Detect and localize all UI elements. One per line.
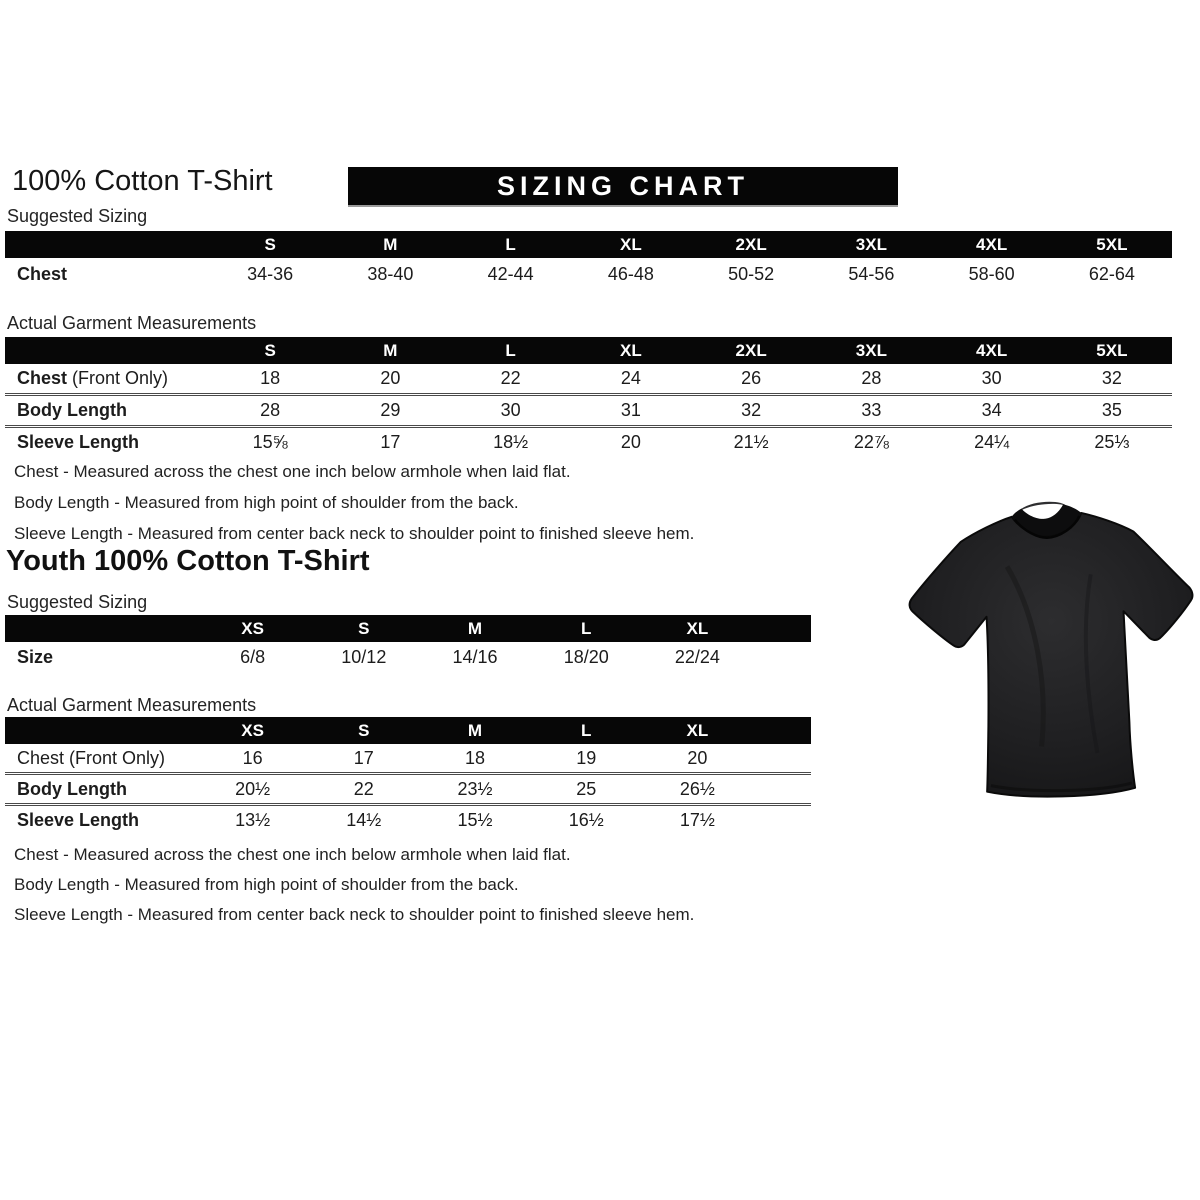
size-column-header: M — [467, 618, 483, 638]
measurement-cell: 24 — [620, 368, 641, 388]
tshirt-image — [898, 486, 1196, 812]
size-column-header: L — [581, 618, 592, 638]
size-column-header: 5XL — [1096, 340, 1128, 360]
size-column-header: 2XL — [735, 340, 767, 360]
measurement-cell: 18 — [464, 747, 486, 768]
size-column-header: XS — [241, 618, 264, 638]
measurement-cell: 20½ — [235, 778, 271, 799]
size-column-header: S — [264, 234, 276, 254]
measurement-cell: 13½ — [235, 809, 271, 830]
size-column-header: XS — [241, 720, 264, 740]
youth-suggested-sizing-label: Suggested Sizing — [7, 592, 148, 612]
row-label: Chest (Front Only) — [17, 747, 166, 768]
sleeve-length-row — [5, 425, 1172, 457]
measurement-cell: 16 — [242, 747, 263, 768]
youth-actual-measurements-label: Actual Garment Measurements — [7, 695, 257, 715]
row-label: Body Length — [17, 400, 127, 420]
adult-measurement-notes — [14, 456, 694, 549]
measurement-cell: 50-52 — [728, 264, 775, 284]
measurement-cell: 28 — [260, 400, 281, 420]
youth-size-row — [5, 642, 811, 673]
size-column-header: L — [505, 340, 516, 360]
chest-range-row — [5, 258, 1172, 291]
size-header-row — [5, 231, 1172, 258]
measurement-cell: 22 — [500, 368, 521, 388]
measurement-cell: 17 — [353, 747, 374, 768]
size-column-header: XL — [686, 618, 709, 638]
row-label: Chest — [17, 368, 68, 388]
size-column-header: 4XL — [976, 234, 1008, 254]
adult-actual-measurements-table — [5, 337, 1172, 457]
measurement-cell: 34-36 — [247, 264, 294, 284]
size-column-header: XL — [620, 234, 642, 254]
measurement-cell: 20 — [620, 432, 641, 452]
size-column-header: XL — [620, 340, 642, 360]
adult-suggested-sizing-label: Suggested Sizing — [7, 206, 148, 226]
size-column-header: S — [358, 720, 370, 740]
measurement-cell: 17 — [380, 432, 401, 452]
measurement-cell: 32 — [1101, 368, 1122, 388]
tshirt-photo-svg — [898, 486, 1196, 812]
chest-front-only-row — [5, 364, 1172, 393]
adult-section-title: 100% Cotton T-Shirt — [12, 165, 273, 197]
note-chest: Chest - Measured across the chest one inch below armhole when laid flat. — [14, 462, 571, 481]
size-column-header: 3XL — [855, 234, 887, 254]
row-label-suffix: (Front Only) — [67, 368, 169, 388]
measurement-cell: 25⅓ — [1094, 432, 1130, 452]
measurement-cell: 17½ — [679, 809, 715, 830]
size-column-header: 3XL — [855, 340, 887, 360]
measurement-cell: 18 — [260, 368, 281, 388]
measurement-cell: 14/16 — [452, 647, 498, 667]
measurement-cell: 34 — [981, 400, 1002, 420]
measurement-cell: 42-44 — [487, 264, 534, 284]
size-header-row — [5, 717, 811, 744]
sizing-chart-banner-text: SIZING CHART — [497, 170, 749, 201]
note-chest: Chest - Measured across the chest one inch below armhole when laid flat. — [14, 845, 571, 864]
size-column-header: L — [505, 234, 516, 254]
measurement-cell: 18/20 — [563, 647, 609, 667]
note-body-length: Body Length - Measured from high point of shoulder from the back. — [14, 493, 519, 512]
size-column-header: 5XL — [1096, 234, 1128, 254]
measurement-cell: 16½ — [568, 809, 604, 830]
measurement-cell: 6/8 — [240, 647, 266, 667]
size-header-row — [5, 337, 1172, 364]
row-label: Sleeve Length — [17, 809, 140, 830]
youth-actual-measurements-table — [5, 717, 811, 834]
row-label: Body Length — [17, 778, 127, 799]
measurement-cell: 35 — [1101, 400, 1122, 420]
measurement-cell: 38-40 — [367, 264, 414, 284]
measurement-cell: 30 — [500, 400, 521, 420]
size-column-header: M — [383, 234, 398, 254]
measurement-cell: 24¼ — [974, 432, 1010, 452]
measurement-cell: 14½ — [346, 809, 382, 830]
measurement-cell: 33 — [861, 400, 882, 420]
measurement-cell: 31 — [620, 400, 641, 420]
youth-measurement-notes — [14, 840, 694, 930]
size-column-header: M — [383, 340, 398, 360]
measurement-cell: 10/12 — [341, 647, 387, 667]
measurement-cell: 32 — [741, 400, 762, 420]
size-column-header: S — [358, 618, 370, 638]
size-column-header: L — [581, 720, 592, 740]
body-length-row — [5, 772, 811, 803]
youth-suggested-sizing-table — [5, 615, 811, 673]
row-label: Size — [17, 647, 54, 667]
measurement-cell: 19 — [576, 747, 597, 768]
sleeve-length-row — [5, 803, 811, 834]
measurement-cell: 30 — [981, 368, 1002, 388]
measurement-cell: 46-48 — [607, 264, 654, 284]
measurement-cell: 26½ — [679, 778, 715, 799]
size-column-header: M — [467, 720, 483, 740]
chest-front-only-row — [5, 744, 811, 772]
note-body-length: Body Length - Measured from high point of shoulder from the back. — [14, 875, 519, 894]
sizing-chart-banner — [348, 167, 898, 205]
measurement-cell: 62-64 — [1088, 264, 1135, 284]
measurement-cell: 15½ — [457, 809, 493, 830]
size-header-row — [5, 615, 811, 642]
measurement-cell: 22⅞ — [853, 432, 889, 452]
measurement-cell: 22 — [353, 778, 374, 799]
size-column-header: S — [264, 340, 276, 360]
adult-suggested-sizing-table — [5, 231, 1172, 291]
size-column-header: 2XL — [735, 234, 767, 254]
measurement-cell: 20 — [380, 368, 401, 388]
measurement-cell: 28 — [861, 368, 882, 388]
measurement-cell: 58-60 — [968, 264, 1015, 284]
measurement-cell: 20 — [687, 747, 708, 768]
adult-actual-measurements-label: Actual Garment Measurements — [7, 313, 257, 333]
row-label: Chest — [17, 264, 68, 284]
measurement-cell: 26 — [741, 368, 762, 388]
measurement-cell: 29 — [380, 400, 401, 420]
size-column-header: 4XL — [976, 340, 1008, 360]
youth-section-title: Youth 100% Cotton T-Shirt — [6, 545, 370, 577]
measurement-cell: 54-56 — [848, 264, 895, 284]
measurement-cell: 25 — [576, 778, 597, 799]
measurement-cell: 18½ — [493, 432, 529, 452]
note-sleeve-length: Sleeve Length - Measured from center back neck to shoulder point to finished sleeve hem. — [14, 524, 695, 543]
body-length-row — [5, 393, 1172, 425]
measurement-cell: 15⅝ — [252, 432, 288, 452]
note-sleeve-length: Sleeve Length - Measured from center back neck to shoulder point to finished sleeve hem. — [14, 905, 695, 924]
measurement-cell: 23½ — [457, 778, 493, 799]
measurement-cell: 21½ — [733, 432, 769, 452]
row-label: Sleeve Length — [17, 432, 140, 452]
size-column-header: XL — [686, 720, 709, 740]
measurement-cell: 22/24 — [674, 647, 720, 667]
